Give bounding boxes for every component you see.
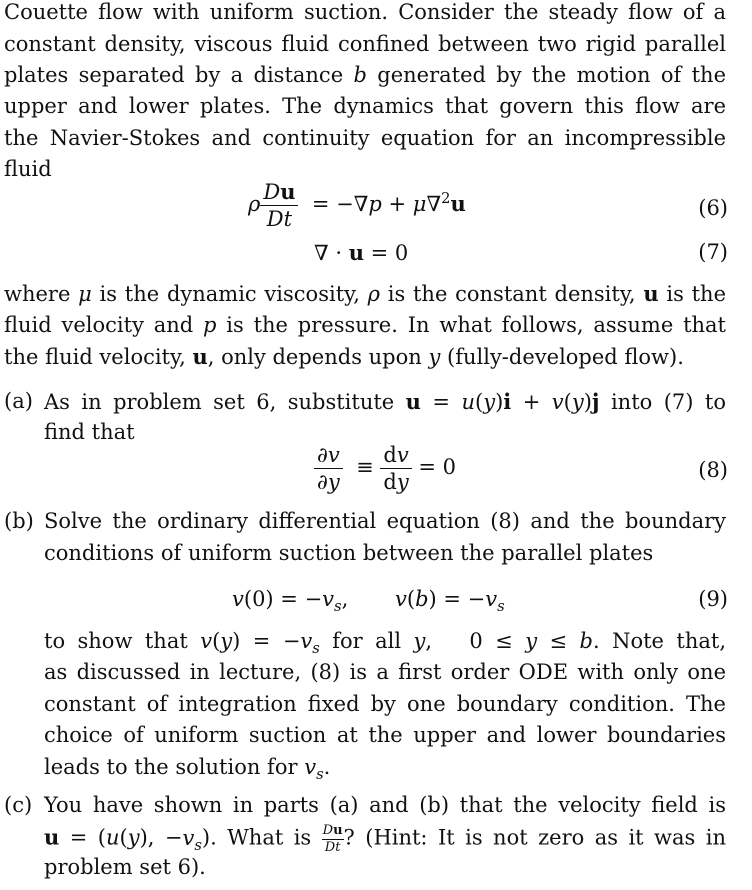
intro-line-6: fluid [4,157,52,181]
intro-line-4: upper and lower plates. The dynamics that govern this flow are [4,94,726,118]
part-c-line-2: u = (u(y), $-v_s$). What is $\frac{Du}{Dt}$ ? (Hint: It is not zero as it was in [44,823,726,855]
equation-number-7: (7) [698,240,728,264]
part-c-label: (c) [4,793,33,817]
definitions-line-2: fluid velocity and p is the pressure. In what follows, assume that [4,313,726,337]
definitions-line-3: the fluid velocity, u, only depends upon y (fully-developed flow). [4,344,684,369]
intro-line-1: Couette flow with uniform suction. Consider the steady flow of a [4,0,726,24]
part-b-line-1: Solve the ordinary differential equation (8) and the boundary [44,509,726,533]
equation-boundary-conditions: $v(0) = -v_s$, $v(b) = -v_s$ [232,587,505,616]
part-b-line-3: to show that $v(y) = -v_s$ for all y, 0 ≤ y ≤ b. Note that, [44,629,726,658]
equation-number-6: (6) [698,196,728,220]
part-b-line-5: constant of integration fixed by one boundary condition. The [44,692,726,716]
part-c-line-3: problem set 6). [44,855,206,879]
intro-line-3: plates separated by a distance b generated by the motion of the [4,63,726,87]
part-b-line-6: choice of uniform suction at the upper and lower boundaries [44,723,726,747]
equation-number-9: (9) [698,587,728,611]
intro-line-5: the Navier-Stokes and continuity equation for an incompressible [4,126,726,150]
equation-dv-dy: $\frac{\partial v}{\partial y}$ ≡ $\frac{dv}{dy}$ = 0 [314,444,456,493]
part-b-line-4: as discussed in lecture, (8) is a first order ODE with only one [44,660,726,684]
definitions-line-1: where μ is the dynamic viscosity, ρ is the constant density, u is the [4,281,727,306]
part-b-line-2: conditions of uniform suction between the parallel plates [44,541,654,565]
intro-line-2: constant density, viscous fluid confined between two rigid parallel [4,32,726,56]
part-c-line-1: You have shown in parts (a) and (b) that the velocity field is [44,793,726,817]
equation-continuity: ∇ · u = 0 [314,240,409,265]
part-a-label: (a) [4,389,33,413]
equation-number-8: (8) [698,458,728,482]
equation-navier-stokes: ρ $\frac{Du}{Dt}$ = −∇p + μ∇$^2$u [248,179,466,232]
part-a-line-1: As in problem set 6, substitute u = u(y)i + v(y)j into (7) to [44,389,727,414]
part-a-line-2: find that [44,420,135,444]
part-b-label: (b) [4,509,34,533]
part-b-line-7: leads to the solution for $v_s$. [44,755,331,784]
